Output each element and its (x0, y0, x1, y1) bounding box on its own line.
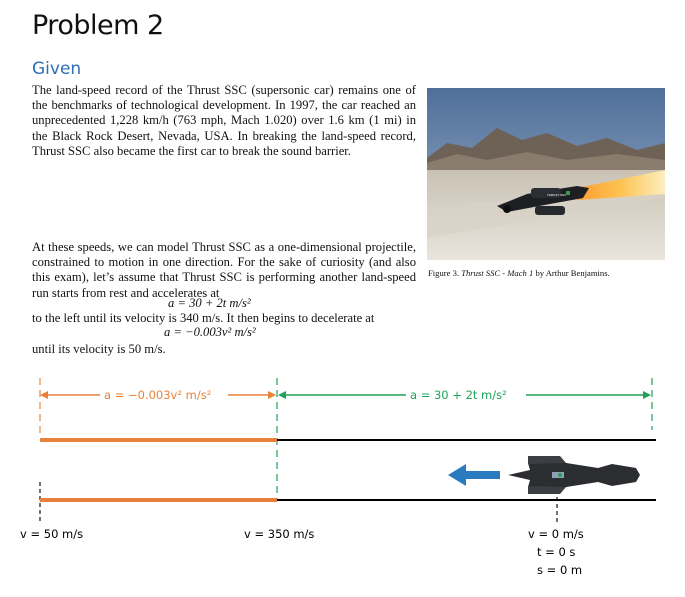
decel-arrowhead-right (268, 391, 276, 399)
section-subheading: Given (32, 59, 82, 79)
motion-diagram (0, 360, 685, 597)
v-start-label: v = 0 m/s (528, 527, 584, 541)
model-paragraph: At these speeds, we can model Thrust SSC as a one-dimensional projectile, constrained to motion in one direction. For the sake of curiosity (and also this exam), let’s assume that Thrust SSC is performing another land-speed run starts from rest and accelerates at (32, 240, 416, 300)
acceleration-equation: a = 30 + 2t m/s² (168, 296, 251, 310)
direction-arrow-icon (448, 464, 500, 486)
v-mid-label: v = 350 m/s (244, 527, 315, 541)
decel-arrowhead-left (40, 391, 48, 399)
accel-arrowhead-left (278, 391, 286, 399)
v-final-label: v = 50 m/s (20, 527, 84, 541)
car-livery-label: THRUST SSC (547, 193, 567, 197)
car-topview-icon (508, 456, 640, 494)
figure-caption (428, 268, 610, 278)
caption-prefix: Figure 3. (428, 268, 460, 278)
t-start-label: t = 0 s (537, 545, 576, 559)
caption-credit: by Arthur Benjamins. (535, 268, 610, 278)
caption-title: Thrust SSC - Mach 1 (461, 268, 534, 278)
accel-arrowhead-right (643, 391, 651, 399)
s-start-label: s = 0 m (537, 563, 583, 577)
page-heading: Problem 2 (32, 10, 164, 41)
final-velocity-sentence: until its velocity is 50 m/s. (32, 342, 166, 356)
decelerate-sentence: to the left until its velocity is 340 m/s. It then begins to decelerate at (32, 311, 375, 325)
thrust-ssc-photo (427, 88, 665, 260)
accel-label: a = 30 + 2t m/s² (410, 388, 507, 402)
decel-label: a = −0.003v² m/s² (104, 388, 212, 402)
deceleration-equation: a = −0.003v² m/s² (164, 325, 256, 339)
intro-paragraph: The land-speed record of the Thrust SSC (supersonic car) remains one of the benchmarks of technological development. In 1997, the car reached an unprecedented 1,228 km/h (763 mph, Mach 1.020) over 1.6 km (1 mi) in the Black Rock Desert, Nevada, USA. In breaking the land-speed record, Thrust SSC also became the first car to break the sound barrier. (32, 83, 416, 158)
